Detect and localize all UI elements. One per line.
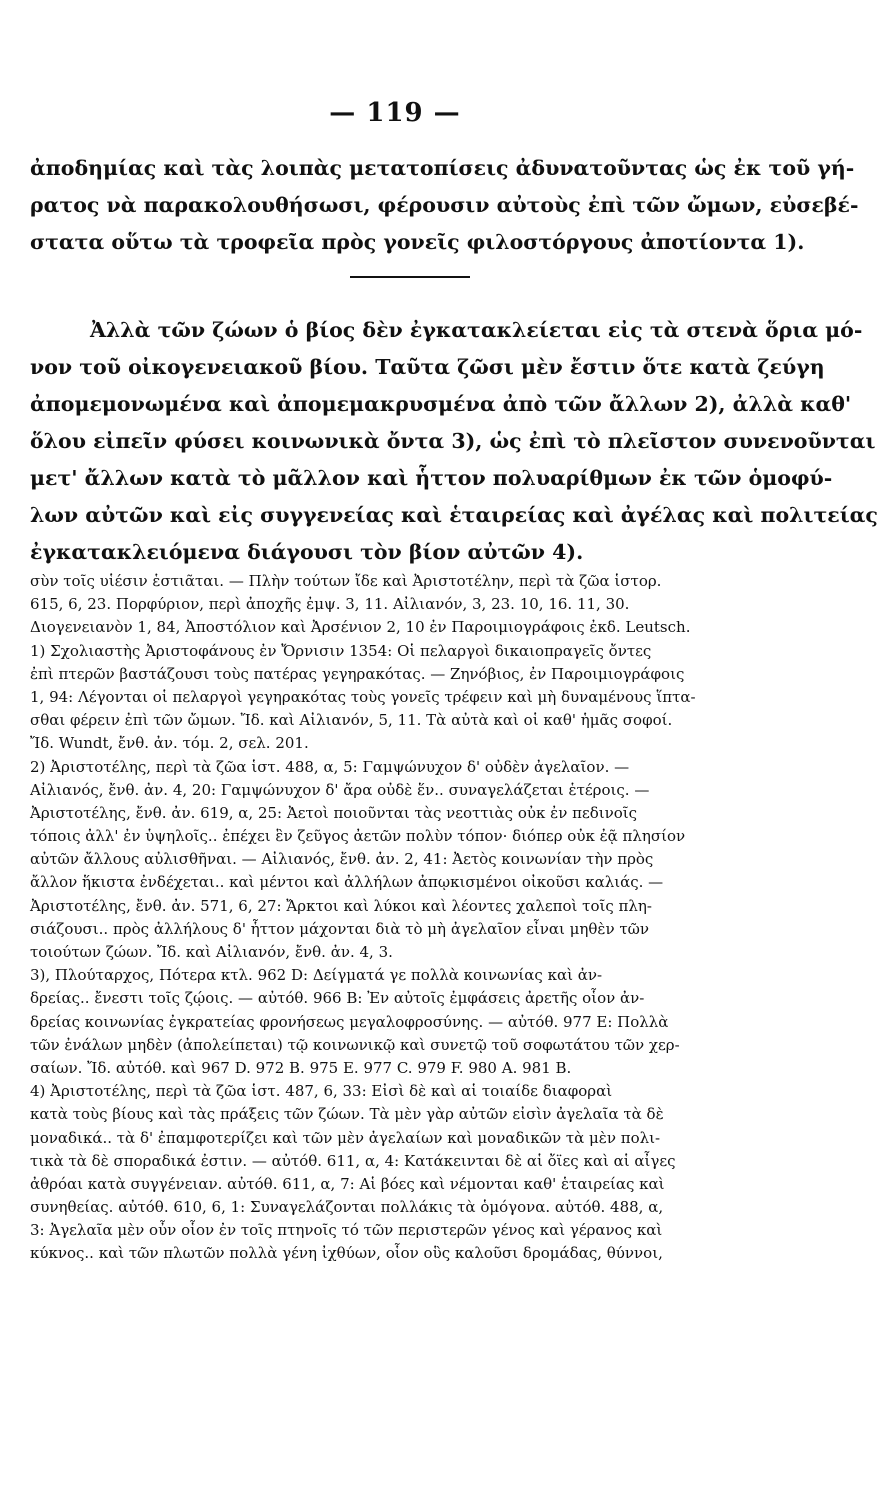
footnote-line: τόποις ἀλλ' ἐν ὑψηλοῖς.. ἐπέχει ἓν ζεῦγος ἀετῶν πολὺν τόπον· διόπερ οὐκ ἐᾷ πλησίον <box>30 827 686 846</box>
footnote-line: σαίων. Ἴδ. αὐτόθ. καὶ 967 D. 972 B. 975 E. 977 C. 979 F. 980 A. 981 B. <box>30 1058 572 1077</box>
footnote-line: ἐπὶ πτερῶν βαστάζουσι τοὺς πατέρας γεγηρακότας. — Ζηνόβιος, ἐν Παροιμιογράφοις <box>30 664 685 683</box>
text-line: ἐγκατακλειόμενα διάγουσι τὸν βίον αὐτῶν 4). <box>30 540 584 564</box>
footnote-line: σὺν τοῖς υἱέσιν ἑστιᾶται. — Πλὴν τούτων ἴδε καὶ Ἀριστοτέλην, περὶ τὰ ζῶα ἱστορ. <box>30 572 662 590</box>
footnote-line: σθαι φέρειν ἐπὶ τῶν ὤμων. Ἴδ. καὶ Αἰλιανόν, 5, 11. Τὰ αὐτὰ καὶ οἱ καθ' ἡμᾶς σοφοί. <box>30 711 673 730</box>
footnote-line: σιάζουσι.. πρὸς ἀλλήλους δ' ἧττον μάχονται διὰ τὸ μὴ ἀγελαῖον εἶναι μηθὲν τῶν <box>30 919 650 938</box>
text-line: στατα οὕτω τὰ τροφεῖα πρὸς γονεῖς φιλοστόργους ἀποτίοντα 1). <box>30 230 805 254</box>
text-line: ρατος νὰ παρακολουθήσωσι, φέρουσιν αὐτοὺς ἐπὶ τῶν ὤμων, εὐσεβέ- <box>30 193 859 217</box>
footnote-line: 3: Ἀγελαῖα μὲν οὖν οἷον ἐν τοῖς πτηνοῖς τό τῶν περιστερῶν γένος καὶ γέρανος καὶ <box>30 1221 663 1240</box>
footnote-line: ἀθρόαι κατὰ συγγένειαν. αὐτόθ. 611, α, 7: Αἱ βόες καὶ νέμονται καθ' ἑταιρείας καὶ <box>30 1174 665 1193</box>
text-line: ἀποδημίας καὶ τὰς λοιπὰς μετατοπίσεις ἀδυνατοῦντας ὡς ἐκ τοῦ γή- <box>30 156 855 180</box>
footnote-line: κατὰ τοὺς βίους καὶ τὰς πράξεις τῶν ζώων. Τὰ μὲν γὰρ αὐτῶν εἰσὶν ἀγελαῖα τὰ δὲ <box>30 1105 664 1124</box>
section-divider <box>350 276 470 278</box>
footnote-line: δρείας.. ἔνεστι τοῖς ζῴοις. — αὐτόθ. 966 B: Ἐν αὐτοῖς ἐμφάσεις ἀρετῆς οἷον ἀν- <box>30 989 645 1008</box>
footnote-line: 615, 6, 23. Πορφύριον, περὶ ἀποχῆς ἐμψ. 3, 11. Αἰλιανόν, 3, 23. 10, 16. 11, 30. <box>30 595 630 614</box>
footnote-line: 1, 94: Λέγονται οἱ πελαργοὶ γεγηρακότας τοὺς γονεῖς τρέφειν καὶ μὴ δυναμένους ἵπτα- <box>30 687 696 706</box>
text-line: νον τοῦ οἰκογενειακοῦ βίου. Ταῦτα ζῶσι μὲν ἔστιν ὅτε κατὰ ζεύγη <box>30 355 825 379</box>
footnote-line: Αἰλιανός, ἔνθ. ἀν. 4, 20: Γαμψώνυχον δ' ἄρα οὐδὲ ἕν.. συναγελάζεται ἑτέροις. — <box>30 780 650 799</box>
footnote-line: δρείας κοινωνίας ἐγκρατείας φρονήσεως μεγαλοφροσύνης. — αὐτόθ. 977 E: Πολλὰ <box>30 1012 669 1031</box>
paragraph-1 <box>30 150 859 261</box>
text-line: ἀπομεμονωμένα καὶ ἀπομεμακρυσμένα ἀπὸ τῶν ἄλλων 2), ἀλλὰ καθ' <box>30 392 852 416</box>
footnote-line: 1) Σχολιαστὴς Ἀριστοφάνους ἐν Ὄρνισιν 1354: Οἱ πελαργοὶ δικαιοπραγεῖς ὄντες <box>30 641 652 660</box>
footnote-line: αὐτῶν ἄλλους αὐλισθῆναι. — Αἰλιανός, ἔνθ. ἀν. 2, 41: Ἀετὸς κοινωνίαν τὴν πρὸς <box>30 850 654 869</box>
footnote-line: τοιούτων ζώων. Ἴδ. καὶ Αἰλιανόν, ἔνθ. ἀν. 4, 3. <box>30 943 393 961</box>
footnotes <box>30 570 772 1266</box>
paragraph-2 <box>30 312 878 571</box>
footnote-line: Ἀριστοτέλης, ἔνθ. ἀν. 619, α, 25: Ἀετοὶ ποιοῦνται τὰς νεοττιὰς οὐκ ἐν πεδινοῖς <box>30 803 638 822</box>
footnote-line: Ἀριστοτέλης, ἔνθ. ἀν. 571, 6, 27: Ἄρκτοι καὶ λύκοι καὶ λέοντες χαλεποὶ τοῖς πλη- <box>30 896 652 915</box>
footnote-line: 3), Πλούταρχος, Πότερα κτλ. 962 D: Δείγματά γε πολλὰ κοινωνίας καὶ ἀν- <box>30 966 603 985</box>
footnote-line: Διογενειανὸν 1, 84, Ἀποστόλιον καὶ Ἀρσένιον 2, 10 ἐν Παροιμιογράφοις ἐκδ. Leutsch. <box>30 618 691 637</box>
text-line: λων αὐτῶν καὶ εἰς συγγενείας καὶ ἑταιρείας καὶ ἀγέλας καὶ πολιτείας <box>30 503 878 527</box>
page-number: — 119 — <box>329 98 461 128</box>
footnote-line: μοναδικά.. τὰ δ' ἐπαμφοτερίζει καὶ τῶν μὲν ἀγελαίων καὶ μοναδικῶν τὰ μὲν πολι- <box>30 1128 661 1147</box>
footnote-line: 2) Ἀριστοτέλης, περὶ τὰ ζῶα ἱστ. 488, α, 5: Γαμψώνυχον δ' οὐδὲν ἀγελαῖον. — <box>30 757 630 776</box>
footnote-line: 4) Ἀριστοτέλης, περὶ τὰ ζῶα ἱστ. 487, 6, 33: Εἰσὶ δὲ καὶ αἱ τοιαίδε διαφοραὶ <box>30 1082 613 1101</box>
footnote-line: τικὰ τὰ δὲ σποραδικά ἐστιν. — αὐτόθ. 611, α, 4: Κατάκεινται δὲ αἱ ὄϊες καὶ αἱ αἶγες <box>30 1151 676 1170</box>
footnote-line: τῶν ἐνάλων μηδὲν (ἀπολείπεται) τῷ κοινωνικῷ καὶ συνετῷ τοῦ σοφωτάτου τῶν χερ- <box>30 1035 680 1054</box>
footnote-line: συνηθείας. αὐτόθ. 610, 6, 1: Συναγελάζονται πολλάκις τὰ ὁμόγονα. αὐτόθ. 488, α, <box>30 1198 664 1217</box>
footnote-line: ἄλλον ἥκιστα ἐνδέχεται.. καὶ μέντοι καὶ ἀλλήλων ἀπῳκισμένοι οἰκοῦσι καλιάς. — <box>30 873 664 892</box>
footnote-line: Ἴδ. Wundt, ἔνθ. ἀν. τόμ. 2, σελ. 201. <box>30 734 309 753</box>
text-line: Ἀλλὰ τῶν ζώων ὁ βίος δὲν ἐγκατακλείεται εἰς τὰ στενὰ ὅρια μό- <box>90 318 863 342</box>
text-line: ὅλου εἰπεῖν φύσει κοινωνικὰ ὄντα 3), ὡς ἐπὶ τὸ πλεῖστον συνενοῦνται <box>30 429 876 453</box>
text-line: μετ' ἄλλων κατὰ τὸ μᾶλλον καὶ ἧττον πολυαρίθμων ἐκ τῶν ὁμοφύ- <box>30 466 833 490</box>
footnote-line: κύκνος.. καὶ τῶν πλωτῶν πολλὰ γένη ἰχθύων, οἷον οὓς καλοῦσι δρομάδας, θύννοι, <box>30 1244 663 1263</box>
